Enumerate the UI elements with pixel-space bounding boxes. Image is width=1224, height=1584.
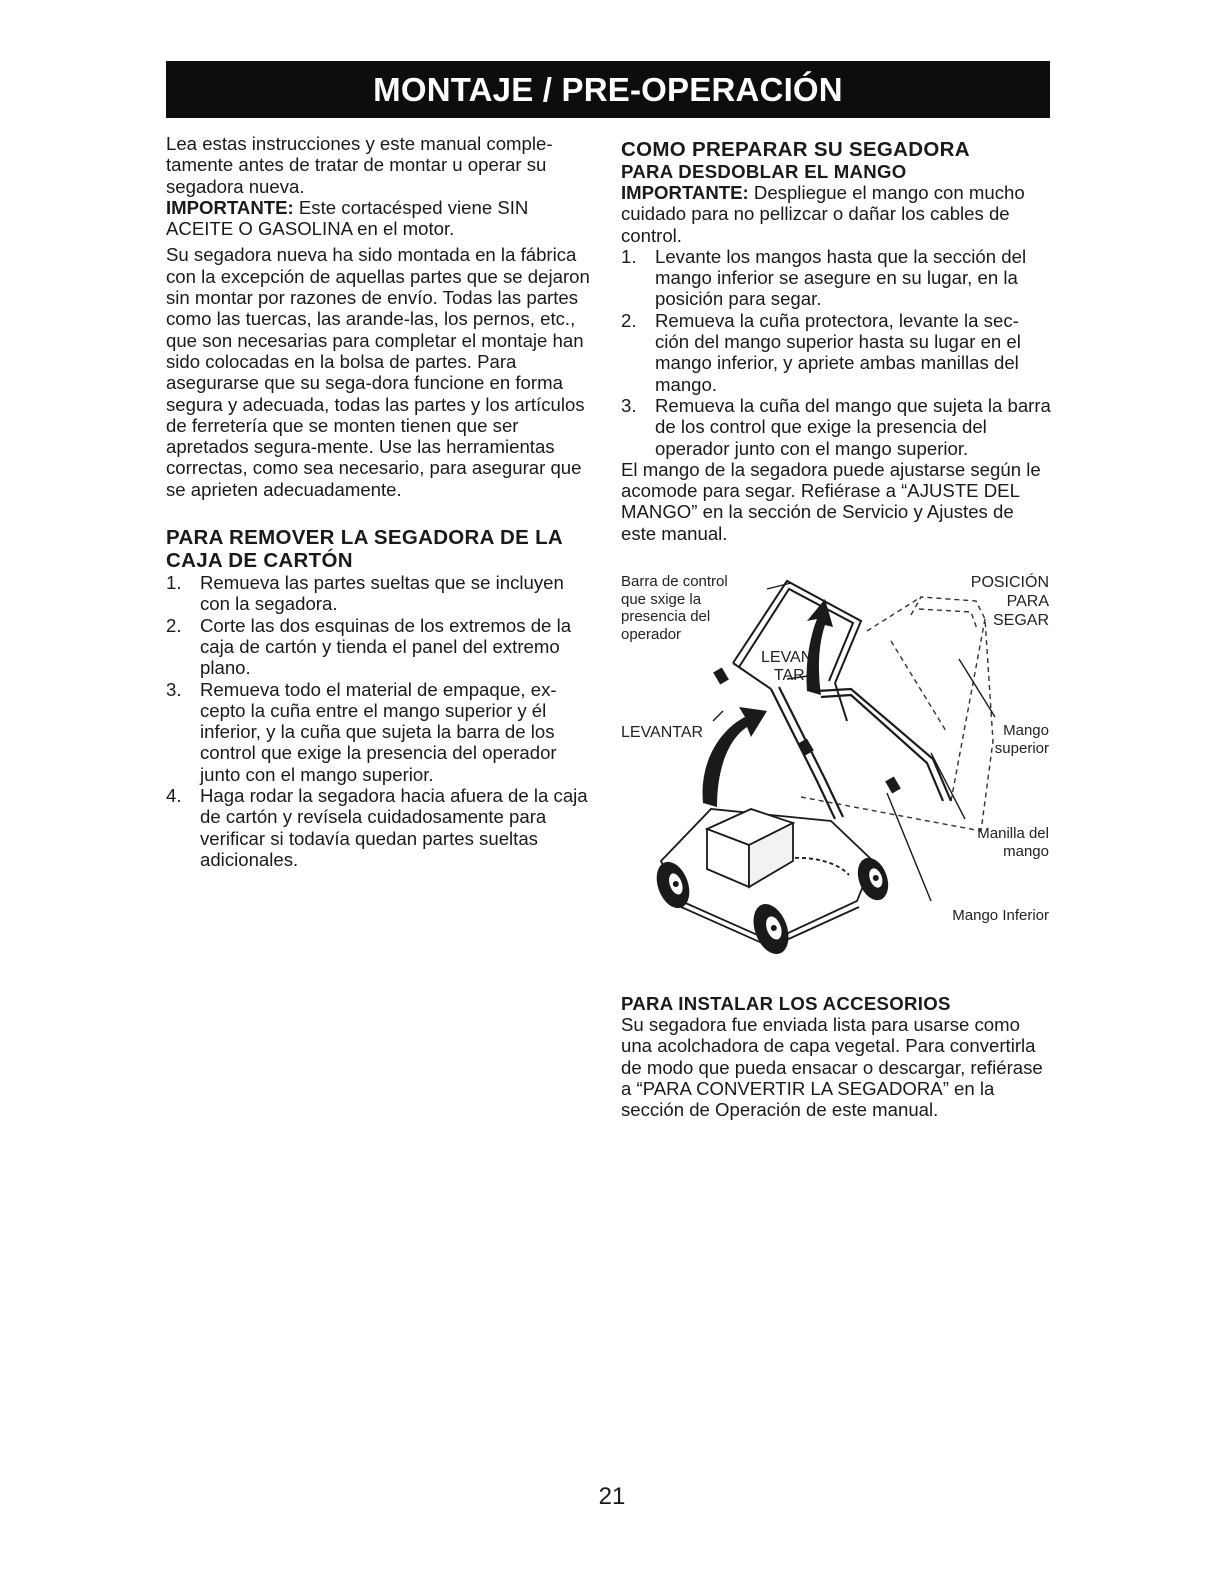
remove-section-title: PARA REMOVER LA SEGADORA DE LA CAJA DE CARTÓN [166,526,563,573]
remove-section [166,526,594,870]
important-notice [166,197,594,240]
step-text: Levante los mangos hasta que la sección del mango inferior se asegure en su lugar, en la posición para segar. [655,245,1027,310]
accessories-section-title: PARA INSTALAR LOS ACCESORIOS [621,993,951,1015]
label-line: LEVAN- [761,649,818,667]
list-item [166,785,594,870]
remove-steps-list [166,572,594,870]
unfold-steps-list [621,246,1051,459]
accessories-paragraph: Su segadora fue enviada lista para usarse como una acolchadora de capa vegetal. Para convertirla de modo que pueda ensacar o descargar, refiérase a “PARA CONVERTIR LA SEGADORA” en la sección de Operación de este manual. [621,1014,1043,1121]
step-text: Remueva las partes sueltas que se incluyen con la segadora. [200,572,564,615]
prepare-section-title: COMO PREPARAR SU SEGADORA [621,138,970,161]
upper-handle-label [995,722,1049,757]
assembly-paragraph: Su segadora nueva ha sido montada en la fábrica con la excepción de aquellas partes que se dejaron sin montar por razones de envío. Todas las partes como las tuercas, las arande-las, los pernos, etc., que son necesarias para completar el montaje han sido colocadas en la bolsa de partes. Para asegurarse que su sega-dora funcione en forma segura y adecuada, todas las partes y los artículos de ferretería que se monten tienen que ser apretados segura-mente. Use las herramientas correctas, como sea necesario, para asegurar que se aprieten adecuadamente. [166,244,590,500]
step-number: 1. [166,572,182,594]
step-text: Remueva la cuña del mango que sujeta la barra de los control que exige la presencia del operador junto con el mango superior. [655,394,1051,459]
unfold-important-notice [621,182,1051,246]
label-line: SEGAR [992,612,1049,630]
right-column [621,138,1051,1121]
mowing-position-handle [801,597,993,831]
step-number: 1. [621,245,637,267]
step-text: Corte las dos esquinas de los extremos de la caja de cartón y tienda el panel del extremo plano. [200,614,572,679]
label-line: Barra de control [621,573,728,591]
adjust-paragraph: El mango de la segadora puede ajustarse según le acomode para segar. Refiérase a “AJUSTE DEL MANGO” en la sección de Servicio y Ajustes de este manual. [621,458,1041,544]
engine-icon [707,809,793,887]
label-line: superior [994,739,1049,757]
handle-knob-label [977,825,1049,860]
label-line: Manilla del [977,825,1049,843]
label-line: operador [621,625,682,643]
step-number: 2. [621,309,637,331]
intro-paragraph: Lea estas instrucciones y este manual comple-tamente antes de tratar de montar u operar su segadora nueva. [166,133,553,197]
label-line: POSICIÓN [970,574,1049,592]
control-bar-label [621,573,728,643]
step-number: 2. [166,614,182,636]
mowing-position-label [971,573,1049,630]
important-label: IMPORTANTE: [621,182,749,203]
important-text: Este cortacésped viene SIN ACEITE O GASOLINA en el motor. [166,196,529,240]
label-line: que sxige la [621,590,702,608]
lower-handle-label: Mango Inferior [952,907,1049,925]
list-item [621,310,1051,395]
important-label: IMPORTANTE: [166,196,294,218]
important-text: Despliegue el mango con mucho cuidado para no pellizcar o dañar los cables de control. [621,182,1025,246]
list-item [621,395,1051,459]
label-line: presencia del [621,608,711,626]
list-item [166,572,594,615]
list-item [166,615,594,679]
step-number: 4. [166,785,182,807]
step-number: 3. [621,394,637,416]
step-number: 3. [166,678,182,700]
label-line: TAR [773,667,805,685]
label-line: PARA [1006,593,1049,611]
lift-label [761,649,818,685]
mower-handle-figure [621,571,1051,975]
list-item [166,679,594,785]
page-title: MONTAJE / PRE-OPERACIÓN [166,61,1050,118]
label-line: mango [1003,842,1049,860]
label-line: Mango [1003,722,1049,740]
left-column [166,133,594,870]
list-item [621,246,1051,310]
step-text: Remueva todo el material de empaque, ex-cepto la cuña entre el mango superior y él inferior, y la cuña que sujeta la barra de los control que exige la presencia del operador junto con el mango superior. [200,678,557,785]
step-text: Remueva la cuña protectora, levante la sec-ción del mango superior hasta su lugar en el mango inferior, y apriete ambas manillas del mango. [655,309,1021,395]
step-text: Haga rodar la segadora hacia afuera de la caja de cartón y revísela cuidadosamente para verificar si todavía quedan partes sueltas adicionales. [200,785,588,870]
lift-left-label: LEVANTAR [621,724,704,742]
unfold-section-title: PARA DESDOBLAR EL MANGO [621,161,907,182]
page-number: 21 [598,1483,626,1510]
lower-handle [771,687,951,819]
